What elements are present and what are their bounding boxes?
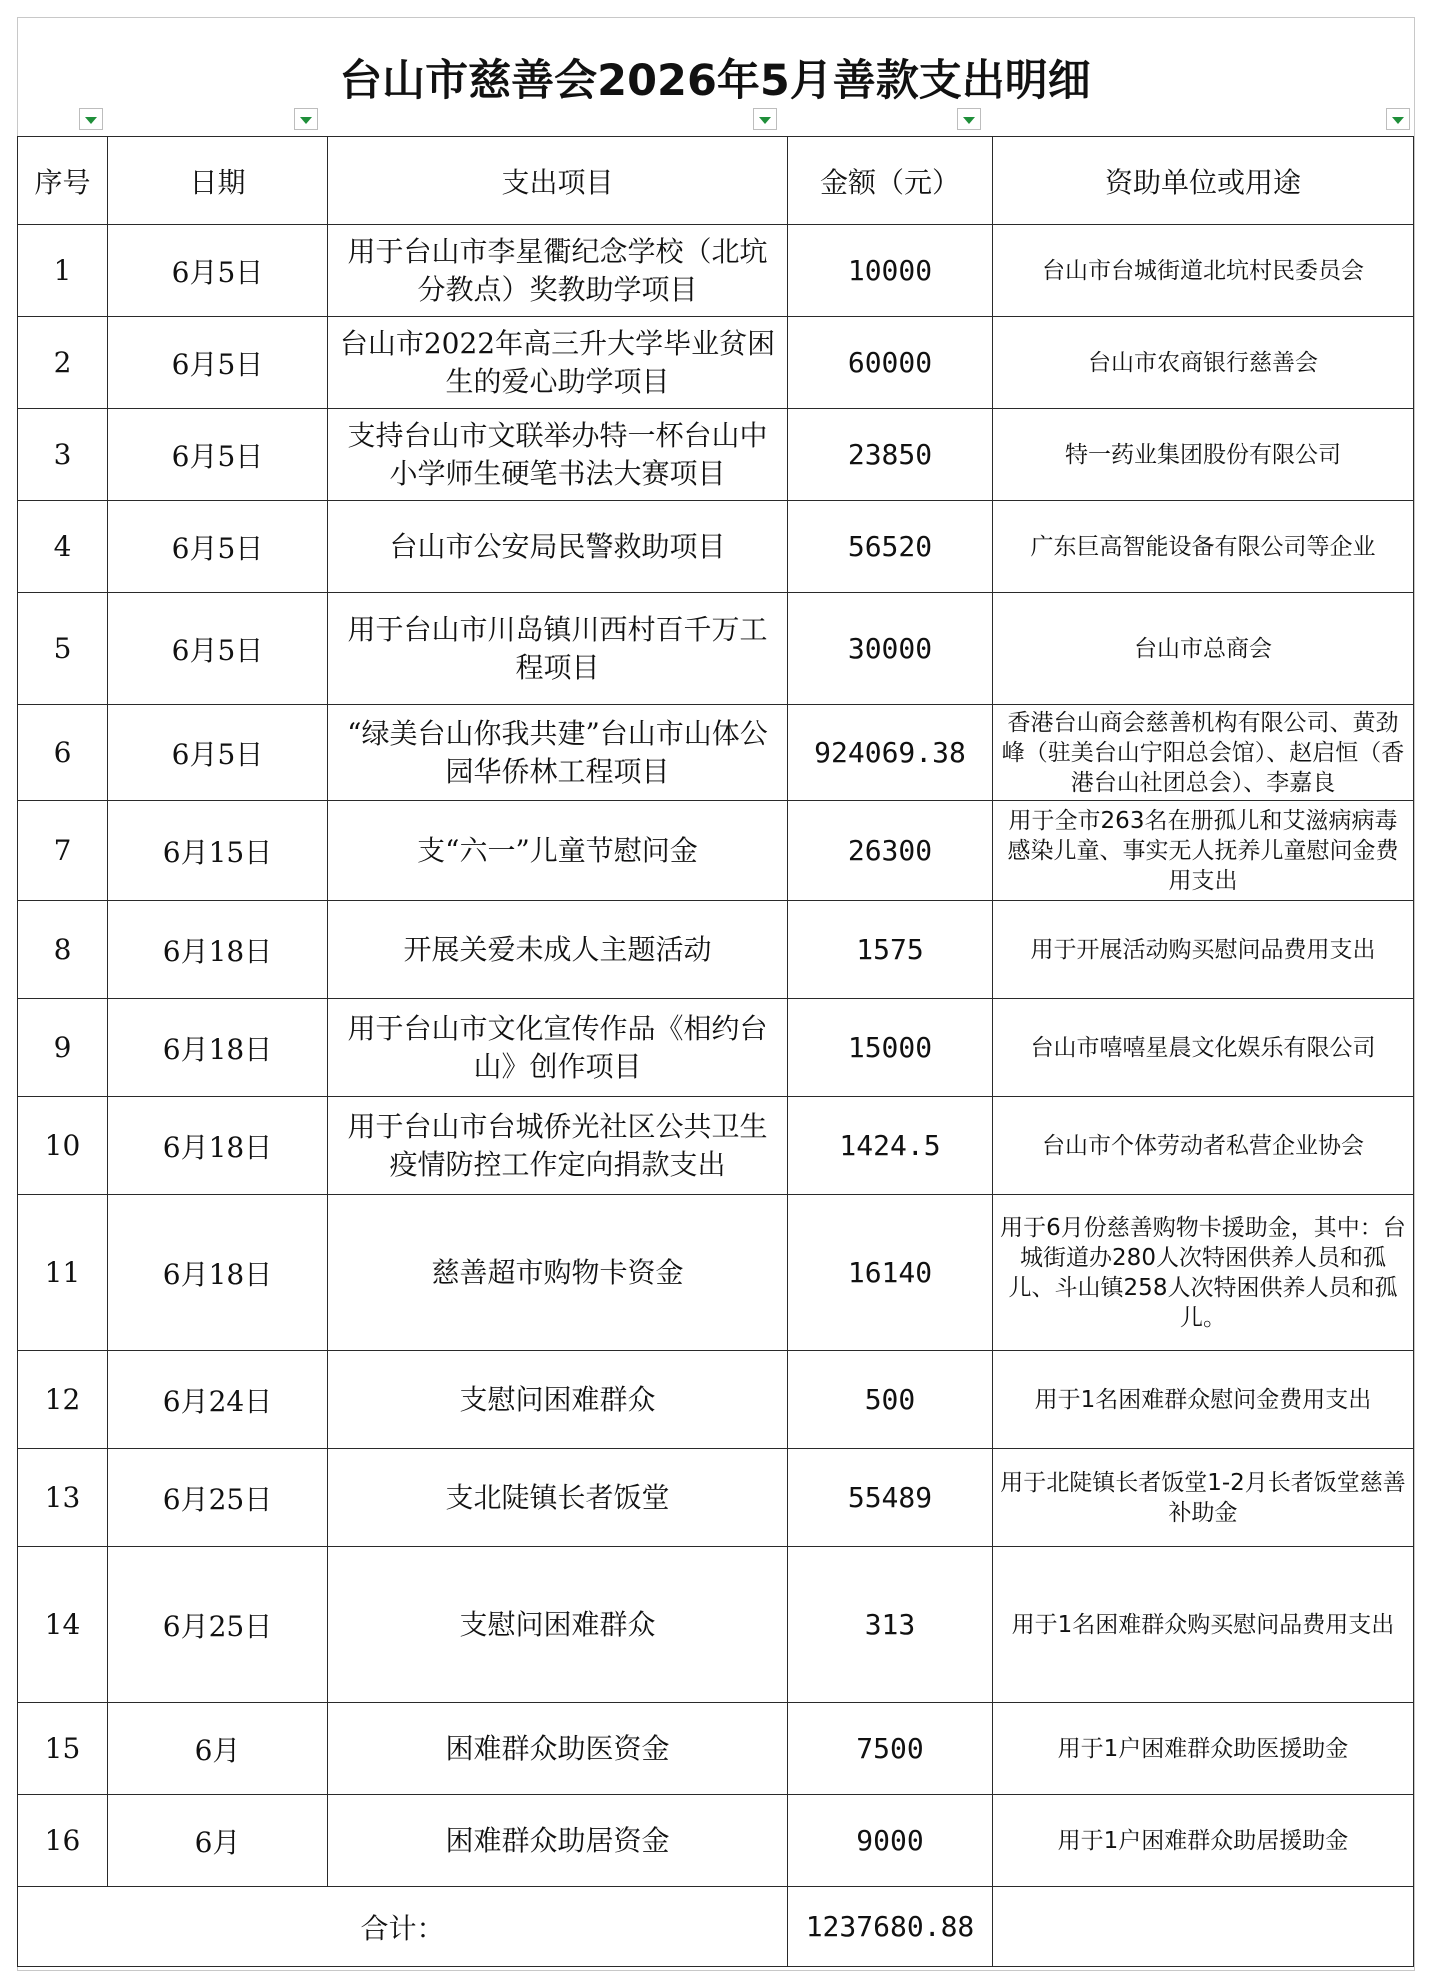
row-item: “绿美台山你我共建”台山市山体公园华侨林工程项目 — [328, 705, 788, 801]
row-date: 6月18日 — [108, 1097, 328, 1195]
table-row — [18, 1097, 1414, 1195]
row-unit: 台山市个体劳动者私营企业协会 — [993, 1097, 1414, 1195]
table-row — [18, 1547, 1414, 1703]
row-unit: 用于开展活动购买慰问品费用支出 — [993, 901, 1414, 999]
table-row — [18, 1795, 1414, 1887]
row-unit: 特一药业集团股份有限公司 — [993, 409, 1414, 501]
row-number: 7 — [18, 801, 108, 901]
expense-table — [17, 136, 1414, 1967]
row-number: 3 — [18, 409, 108, 501]
row-amount: 500 — [788, 1351, 993, 1449]
row-amount: 9000 — [788, 1795, 993, 1887]
row-date: 6月25日 — [108, 1449, 328, 1547]
row-item: 支慰问困难群众 — [328, 1547, 788, 1703]
row-number: 12 — [18, 1351, 108, 1449]
row-amount: 1424.5 — [788, 1097, 993, 1195]
total-amount: 1237680.88 — [788, 1887, 993, 1967]
row-number: 6 — [18, 705, 108, 801]
header-amount: 金额（元） — [788, 137, 993, 225]
table-row — [18, 1703, 1414, 1795]
row-item: 支慰问困难群众 — [328, 1351, 788, 1449]
row-unit: 香港台山商会慈善机构有限公司、黄劲峰（驻美台山宁阳总会馆）、赵启恒（香港台山社团总会）、李嘉良 — [993, 705, 1414, 801]
row-amount: 60000 — [788, 317, 993, 409]
row-date: 6月24日 — [108, 1351, 328, 1449]
row-amount: 313 — [788, 1547, 993, 1703]
row-item: 支“六一”儿童节慰问金 — [328, 801, 788, 901]
row-unit: 广东巨高智能设备有限公司等企业 — [993, 501, 1414, 593]
table-row — [18, 225, 1414, 317]
row-unit: 台山市农商银行慈善会 — [993, 317, 1414, 409]
row-amount: 26300 — [788, 801, 993, 901]
row-item: 困难群众助医资金 — [328, 1703, 788, 1795]
row-unit: 用于1名困难群众慰问金费用支出 — [993, 1351, 1414, 1449]
table-row — [18, 901, 1414, 999]
row-date: 6月18日 — [108, 999, 328, 1097]
row-amount: 7500 — [788, 1703, 993, 1795]
row-number: 4 — [18, 501, 108, 593]
row-date: 6月5日 — [108, 593, 328, 705]
row-unit: 台山市嘻嘻星晨文化娱乐有限公司 — [993, 999, 1414, 1097]
row-item: 台山市2022年高三升大学毕业贫困生的爱心助学项目 — [328, 317, 788, 409]
table-row — [18, 1351, 1414, 1449]
row-date: 6月5日 — [108, 705, 328, 801]
row-date: 6月25日 — [108, 1547, 328, 1703]
row-date: 6月5日 — [108, 501, 328, 593]
filter-dropdown-icon[interactable] — [957, 108, 981, 130]
page-title: 台山市慈善会2026年5月善款支出明细 — [339, 56, 1091, 106]
row-number: 14 — [18, 1547, 108, 1703]
header-unit: 资助单位或用途 — [993, 137, 1414, 225]
filter-dropdown-icon[interactable] — [753, 108, 777, 130]
row-item: 支北陡镇长者饭堂 — [328, 1449, 788, 1547]
row-date: 6月5日 — [108, 409, 328, 501]
row-amount: 16140 — [788, 1195, 993, 1351]
header-no: 序号 — [18, 137, 108, 225]
table-row — [18, 1449, 1414, 1547]
total-label: 合计： — [18, 1887, 788, 1967]
row-number: 15 — [18, 1703, 108, 1795]
table-row — [18, 705, 1414, 801]
row-item: 用于台山市台城侨光社区公共卫生疫情防控工作定向捐款支出 — [328, 1097, 788, 1195]
filter-dropdown-icon[interactable] — [294, 108, 318, 130]
row-unit: 用于6月份慈善购物卡援助金，其中：台城街道办280人次特困供养人员和孤儿、斗山镇258人次特困供养人员和孤儿。 — [993, 1195, 1414, 1351]
row-unit: 用于北陡镇长者饭堂1-2月长者饭堂慈善补助金 — [993, 1449, 1414, 1547]
row-unit: 台山市总商会 — [993, 593, 1414, 705]
row-number: 10 — [18, 1097, 108, 1195]
filter-dropdown-icon[interactable] — [79, 108, 103, 130]
row-number: 1 — [18, 225, 108, 317]
header-item: 支出项目 — [328, 137, 788, 225]
row-amount: 56520 — [788, 501, 993, 593]
row-item: 支持台山市文联举办特一杯台山中小学师生硬笔书法大赛项目 — [328, 409, 788, 501]
row-unit: 用于1名困难群众购买慰问品费用支出 — [993, 1547, 1414, 1703]
table-row — [18, 999, 1414, 1097]
row-date: 6月18日 — [108, 1195, 328, 1351]
total-row — [18, 1887, 1414, 1967]
row-date: 6月 — [108, 1795, 328, 1887]
row-unit: 台山市台城街道北坑村民委员会 — [993, 225, 1414, 317]
table-header-row — [18, 137, 1414, 225]
row-unit: 用于1户困难群众助医援助金 — [993, 1703, 1414, 1795]
row-amount: 924069.38 — [788, 705, 993, 801]
row-amount: 30000 — [788, 593, 993, 705]
row-item: 慈善超市购物卡资金 — [328, 1195, 788, 1351]
row-number: 8 — [18, 901, 108, 999]
total-empty-cell — [993, 1887, 1414, 1967]
row-number: 16 — [18, 1795, 108, 1887]
row-amount: 55489 — [788, 1449, 993, 1547]
row-number: 13 — [18, 1449, 108, 1547]
table-row — [18, 501, 1414, 593]
row-amount: 1575 — [788, 901, 993, 999]
row-item: 用于台山市川岛镇川西村百千万工程项目 — [328, 593, 788, 705]
filter-dropdown-icon[interactable] — [1386, 108, 1410, 130]
row-item: 用于台山市李星衢纪念学校（北坑分教点）奖教助学项目 — [328, 225, 788, 317]
row-date: 6月 — [108, 1703, 328, 1795]
header-date: 日期 — [108, 137, 328, 225]
row-number: 5 — [18, 593, 108, 705]
row-number: 9 — [18, 999, 108, 1097]
row-date: 6月18日 — [108, 901, 328, 999]
table-row — [18, 801, 1414, 901]
row-amount: 10000 — [788, 225, 993, 317]
row-item: 困难群众助居资金 — [328, 1795, 788, 1887]
row-date: 6月15日 — [108, 801, 328, 901]
row-amount: 23850 — [788, 409, 993, 501]
row-item: 用于台山市文化宣传作品《相约台山》创作项目 — [328, 999, 788, 1097]
table-row — [18, 1195, 1414, 1351]
table-row — [18, 317, 1414, 409]
row-number: 2 — [18, 317, 108, 409]
row-unit: 用于1户困难群众助居援助金 — [993, 1795, 1414, 1887]
row-amount: 15000 — [788, 999, 993, 1097]
row-number: 11 — [18, 1195, 108, 1351]
row-date: 6月5日 — [108, 317, 328, 409]
table-row — [18, 593, 1414, 705]
row-item: 开展关爱未成人主题活动 — [328, 901, 788, 999]
table-row — [18, 409, 1414, 501]
row-item: 台山市公安局民警救助项目 — [328, 501, 788, 593]
row-date: 6月5日 — [108, 225, 328, 317]
row-unit: 用于全市263名在册孤儿和艾滋病病毒感染儿童、事实无人抚养儿童慰问金费用支出 — [993, 801, 1414, 901]
